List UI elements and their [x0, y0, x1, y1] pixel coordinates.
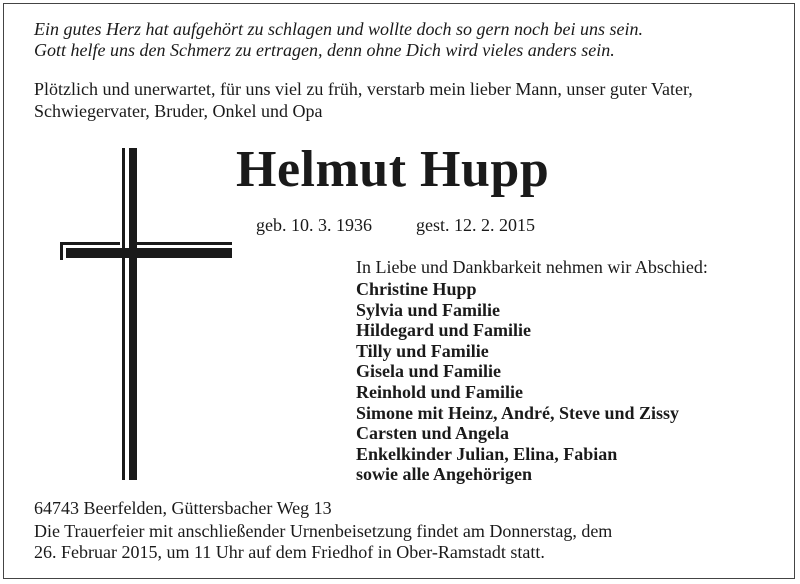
intro-line: Plötzlich und unerwartet, für uns viel zu früh, verstarb mein lieber Mann, unser guter Vater,	[34, 79, 693, 99]
death-announcement-text	[34, 78, 774, 122]
farewell-line: In Liebe und Dankbarkeit nehmen wir Abschied:	[356, 257, 708, 277]
deceased-name: Helmut Hupp	[236, 141, 550, 198]
life-dates	[256, 214, 535, 236]
poem-line: Ein gutes Herz hat aufgehört zu schlagen und wollte doch so gern noch bei uns sein.	[34, 19, 643, 39]
mourner-entry: Christine Hupp	[356, 279, 477, 299]
memorial-poem	[34, 19, 643, 61]
mourner-entry: sowie alle Angehörigen	[356, 464, 532, 485]
mourner-entry: Tilly und Familie	[356, 340, 489, 361]
mourner-entry: Gisela und Familie	[356, 361, 502, 382]
death-date: gest. 12. 2. 2015	[416, 215, 535, 235]
birth-date: geb. 10. 3. 1936	[256, 215, 372, 235]
mourner-entry: Reinhold und Familie	[356, 381, 524, 402]
funeral-service-info	[34, 521, 774, 563]
mourner-entry: Simone mit Heinz, André, Steve und Zissy	[356, 402, 680, 423]
mourner-entry: Enkelkinder Julian, Elina, Fabian	[356, 443, 618, 464]
mourners-list	[356, 279, 679, 485]
intro-line: Schwiegervater, Bruder, Onkel und Opa	[34, 101, 323, 121]
poem-line: Gott helfe uns den Schmerz zu ertragen, denn ohne Dich wird vieles anders sein.	[34, 40, 615, 60]
mourner-entry: Carsten und Angela	[356, 423, 510, 444]
service-line: Die Trauerfeier mit anschließender Urnenbeisetzung findet am Donnerstag, dem	[34, 521, 613, 541]
service-line: 26. Februar 2015, um 11 Uhr auf dem Friedhof in Ober-Ramstadt statt.	[34, 542, 545, 562]
family-address: 64743 Beerfelden, Güttersbacher Weg 13	[34, 498, 332, 518]
latin-cross-icon	[60, 148, 232, 485]
mourner-entry: Sylvia und Familie	[356, 299, 501, 320]
mourner-entry: Hildegard und Familie	[356, 320, 532, 341]
